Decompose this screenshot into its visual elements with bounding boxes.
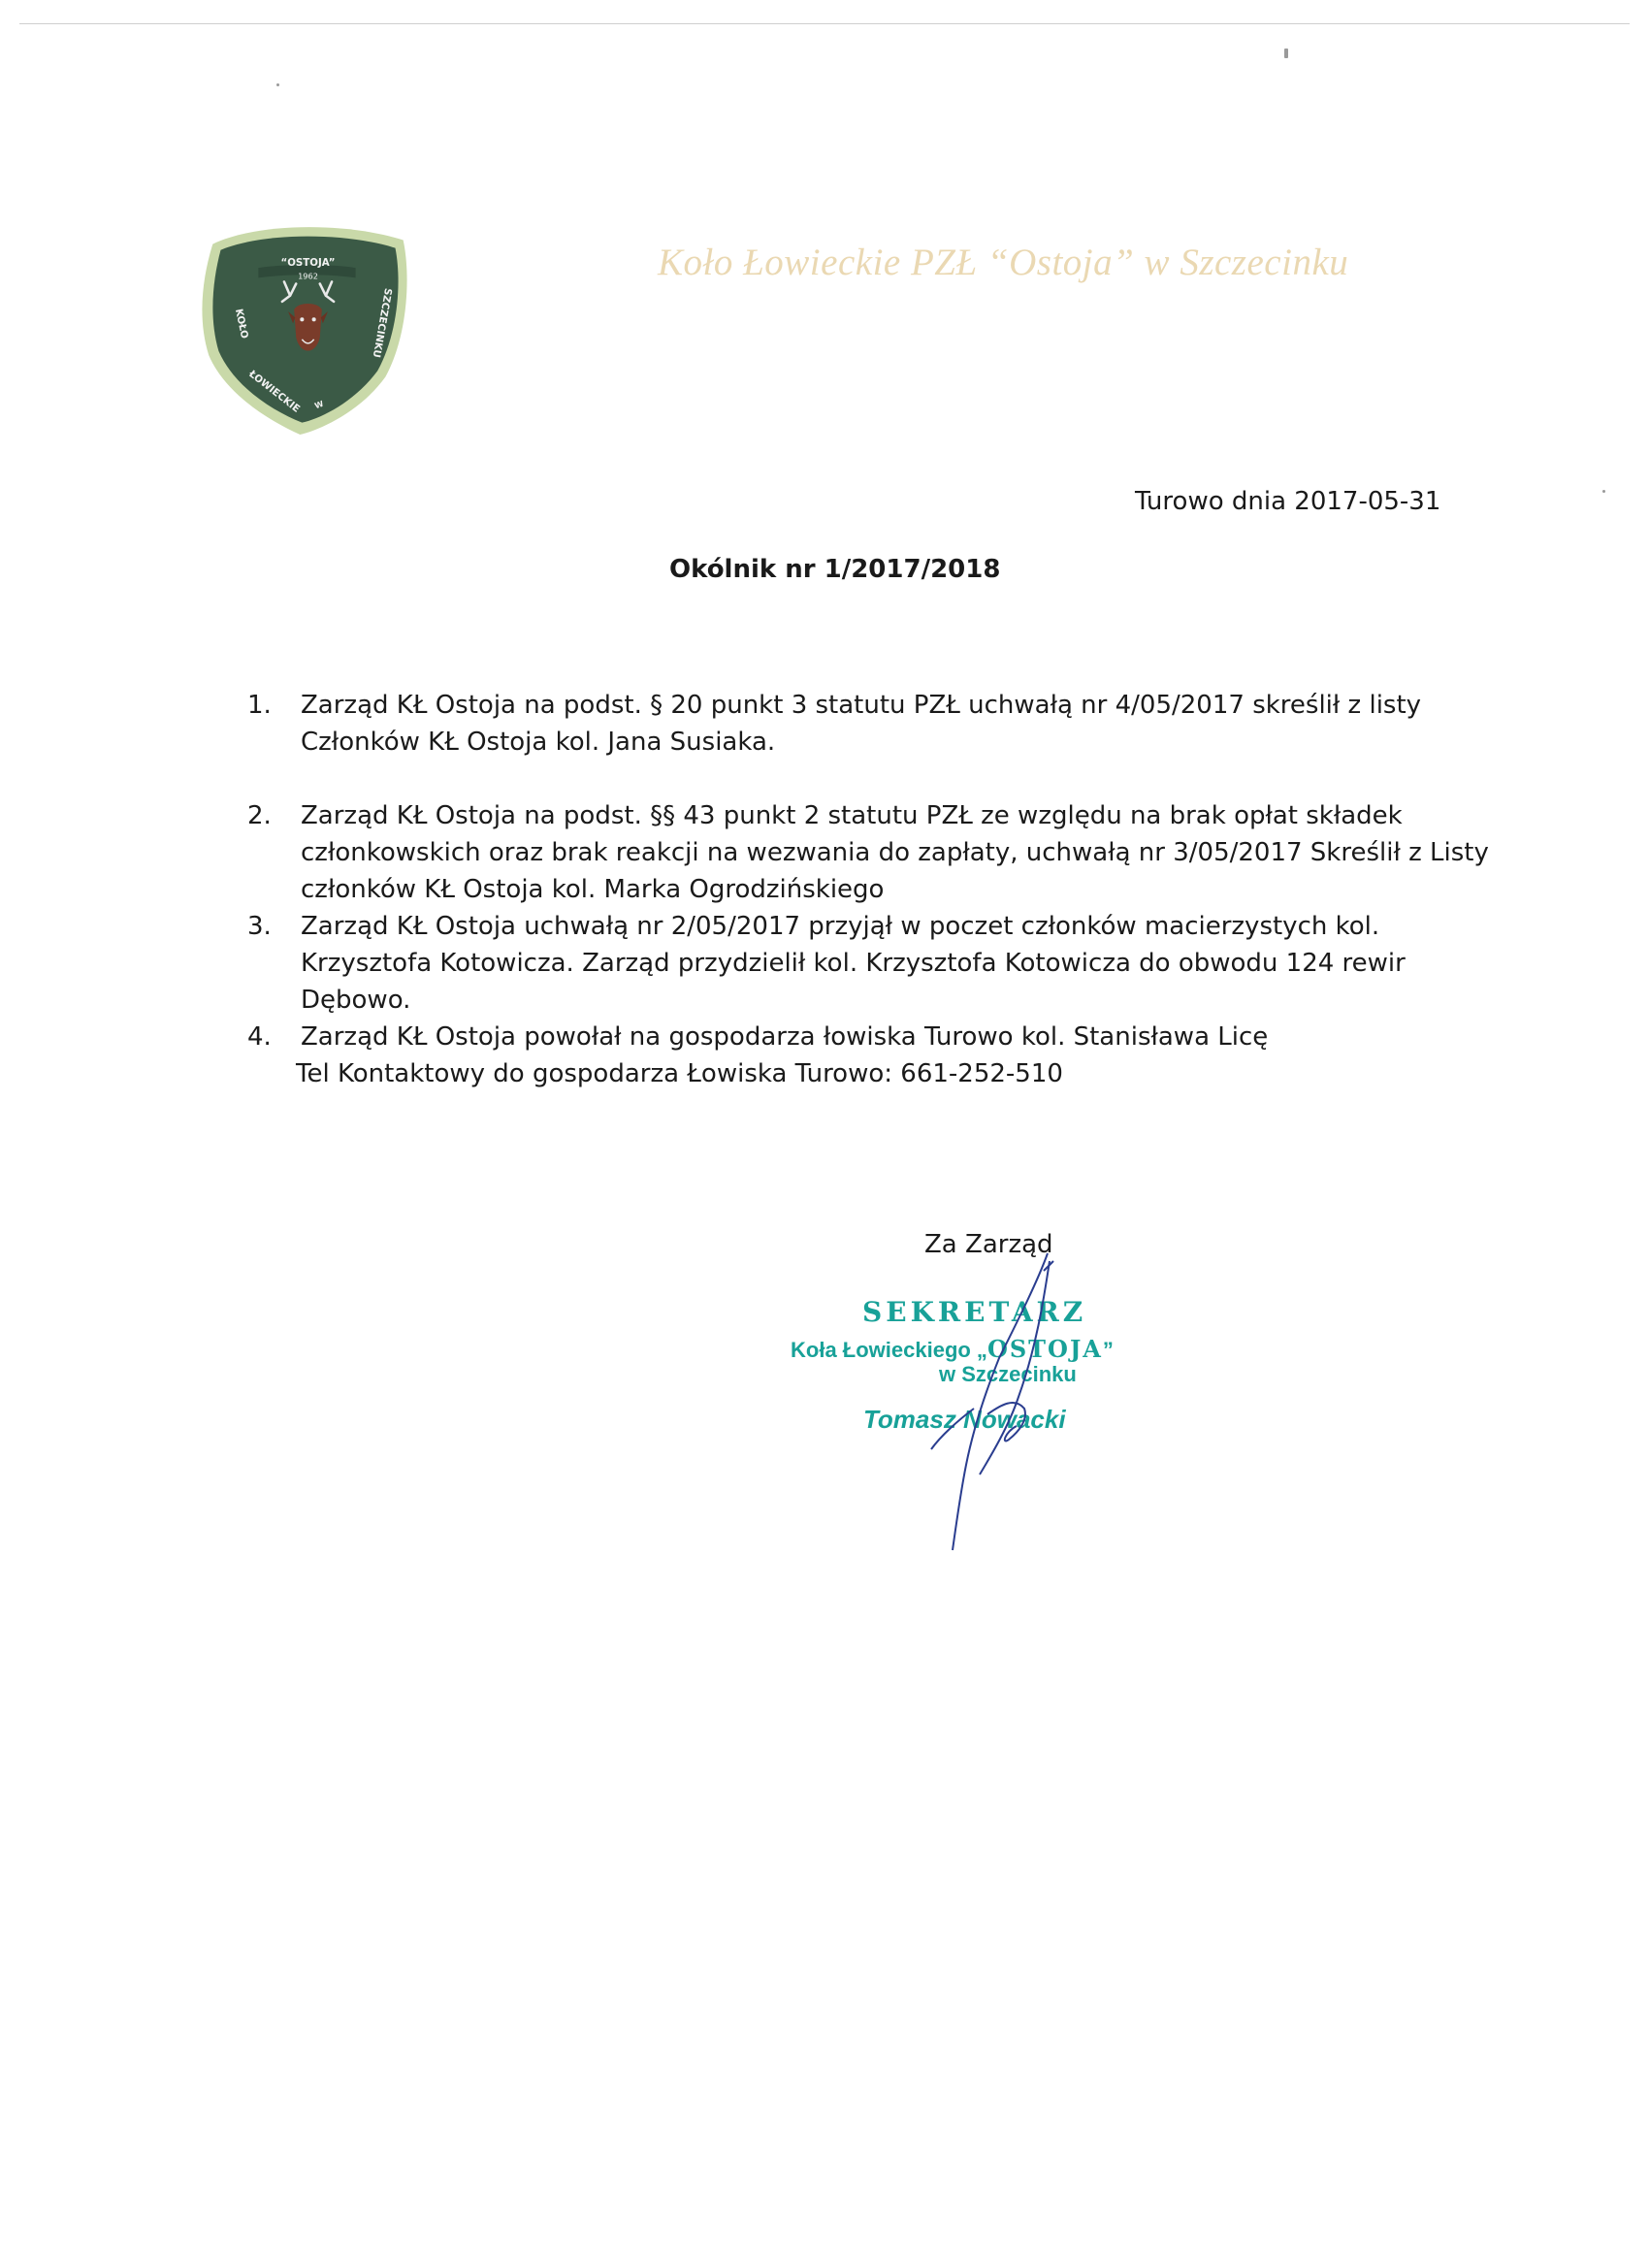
closing-text: Za Zarząd <box>924 1230 1053 1259</box>
stamp-club-name: OSTOJA <box>986 1335 1103 1363</box>
list-item <box>242 908 1406 1019</box>
scan-edge-line <box>19 23 1630 24</box>
list-item <box>242 1019 1387 1092</box>
list-item-number: 3. <box>247 912 272 941</box>
list-item-line: Zarząd KŁ Ostoja na podst. § 20 punkt 3 statutu PZŁ uchwałą nr 4/05/2017 skreślił z listy <box>301 691 1422 720</box>
club-emblem-logo <box>199 218 417 437</box>
list-item <box>242 797 1489 908</box>
list-item-line: Zarząd KŁ Ostoja powołał na gospodarza łowiska Turowo kol. Stanisława Licę <box>301 1022 1269 1052</box>
numbered-list <box>242 687 1489 1092</box>
scan-speck <box>1284 49 1288 58</box>
list-item-number: 2. <box>247 801 272 830</box>
emblem-ring-left: KOŁO <box>232 308 250 340</box>
list-item <box>242 687 1422 761</box>
list-item-line: członkowskich oraz brak reakcji na wezwania do zapłaty, uchwałą nr 3/05/2017 Skreślił z Listy <box>301 838 1489 867</box>
list-item-line: Członków KŁ Ostoja kol. Jana Susiaka. <box>301 728 776 757</box>
list-item-line: Tel Kontaktowy do gospodarza Łowiska Turowo: 661-252-510 <box>296 1059 1063 1088</box>
stamp-club-prefix: Koła Łowieckiego „ <box>791 1338 987 1362</box>
list-item-line: Zarząd KŁ Ostoja na podst. §§ 43 punkt 2 statutu PZŁ ze względu na brak opłat składek <box>301 801 1403 830</box>
stamp-title: SEKRETARZ <box>862 1296 1087 1328</box>
list-item-number: 1. <box>247 691 272 720</box>
organization-header: Koło Łowieckie PZŁ “Ostoja” w Szczecinku <box>658 242 1349 283</box>
emblem-year: 1962 <box>298 271 318 281</box>
emblem-ring-bottom: ŁOWIECKIE <box>246 369 302 415</box>
stamp-location: w Szczecinku <box>939 1362 1077 1386</box>
emblem-top-text: “OSTOJA” <box>280 258 336 270</box>
handwritten-signature <box>873 1242 1125 1571</box>
emblem-ring-right: SZCZECINKU <box>370 287 394 359</box>
list-item-line: członków KŁ Ostoja kol. Marka Ogrodzińskiego <box>301 875 885 904</box>
list-item-number: 4. <box>247 1022 272 1052</box>
list-item-line: Krzysztofa Kotowicza. Zarząd przydzielił kol. Krzysztofa Kotowicza do obwodu 124 rewir <box>301 949 1406 978</box>
stamp-signatory-name: Tomasz Nowacki <box>863 1405 1066 1434</box>
list-item-line: Zarząd KŁ Ostoja uchwałą nr 2/05/2017 przyjął w poczet członków macierzystych kol. <box>301 912 1380 941</box>
list-item-line: Dębowo. <box>301 986 411 1015</box>
stamp-club-suffix: ” <box>1102 1338 1114 1362</box>
document-title: Okólnik nr 1/2017/2018 <box>669 555 1001 584</box>
scan-speck <box>1602 490 1605 493</box>
date-line: Turowo dnia 2017-05-31 <box>1135 487 1441 516</box>
emblem-ring-mid: W <box>312 398 325 411</box>
scan-speck <box>276 83 279 86</box>
